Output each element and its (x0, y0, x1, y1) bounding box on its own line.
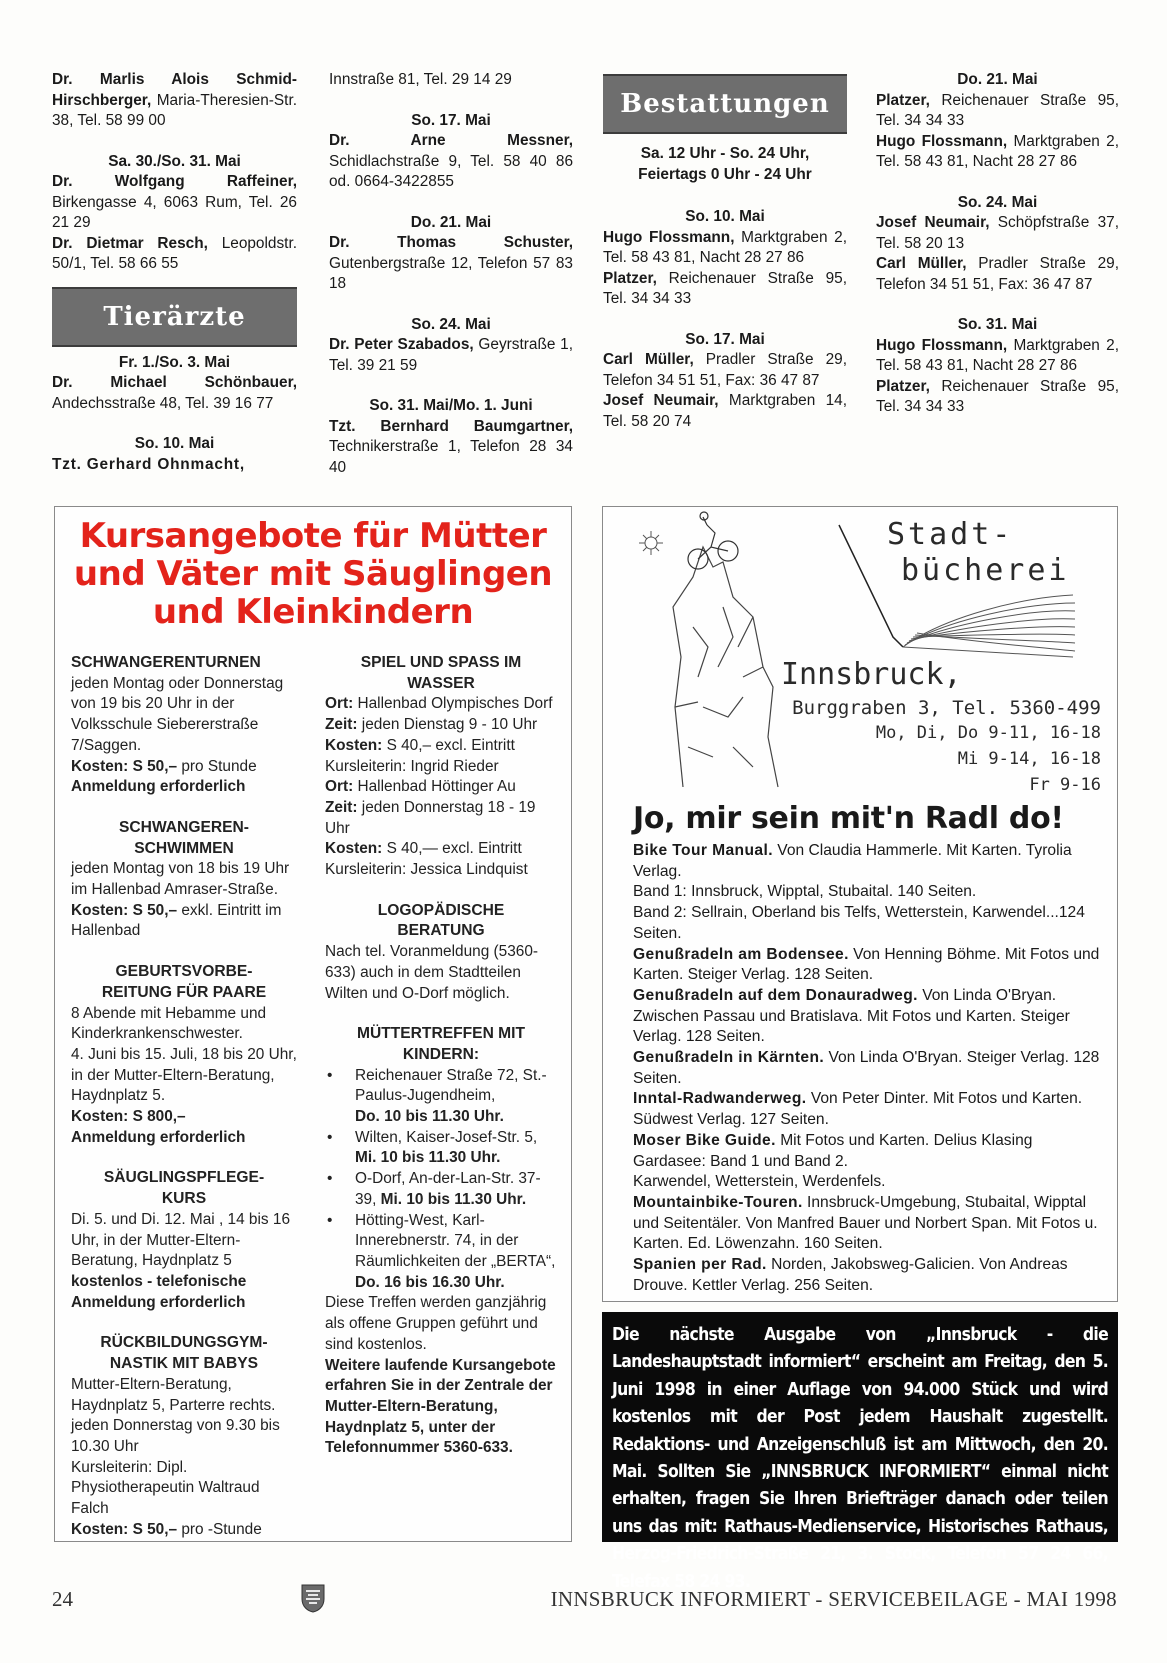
course-text: jeden Donnerstag von 9.30 bis 10.30 Uhr (71, 1417, 280, 1455)
course-text: 8 Abende mit Hebamme und Kinderkrankenschwester. (71, 1004, 267, 1043)
book-entry: Moser Bike Guide. Mit Fotos und Karten. Delius Klasing Gardasee: Band 1 und Band 2. (633, 1131, 1033, 1170)
funeral-entry: Hugo Flossmann, Marktgraben 2, Tel. 58 43 81, Nacht 28 27 86 (876, 132, 1119, 170)
library-hours: Mo, Di, Do 9-11, 16-18 (875, 723, 1101, 743)
next-issue-notice: Die nächste Ausgabe von „Innsbruck - die Landeshauptstadt informiert“ erscheint am Freitag, den 5. Juni 1998 in einer Auflage von 94.000 Stück und wird kostenlos mit der Post jedem Haushalt zugestellt. Redaktions- und Anzeigenschluß ist am Mittwoch, den 20. Mai. Sollten Sie „INNSBRUCK INFORMIERT“ einmal nicht erhalten, fragen Sie Ihren Briefträger danach oder teilen uns das mit: Rathaus-Medienservice, Historisches Rathaus, Herzog-Friedrich-Straße 21, 3. Stock, Telefon 57 24 66, Telefax 58 24 93. (602, 1312, 1118, 1542)
funeral-entry: Hugo Flossmann, Marktgraben 2, Tel. 58 43 81, Nacht 28 27 86 (876, 336, 1119, 374)
course-text: Di. 5. und Di. 12. Mai , 14 bis 16 Uhr, in der Mutter-Eltern-Beratung, Haydnplatz 5 (71, 1210, 291, 1270)
publication-title: INNSBRUCK INFORMIERT - SERVICEBEILAGE - MAI 1998 (550, 1587, 1117, 1611)
funeral-entry: Carl Müller, Pradler Straße 29, Telefon 34 51 51, Fax: 36 47 87 (603, 351, 847, 389)
date-heading: So. 17. Mai (411, 111, 491, 129)
vet-entry: Tzt. Gerhard Ohnmacht, (52, 455, 245, 473)
course-column-right (325, 653, 557, 1459)
course-text: jeden Montag von 18 bis 19 Uhr im Hallenbad Amraser-Straße. Kosten: S 50,– exkl. Eintritt im Hallenbad (71, 860, 290, 940)
date-heading: So. 24. Mai (411, 315, 491, 333)
book-entry: Genußradeln in Kärnten. Von Linda O'Bryan. Steiger Verlag. 128 Seiten. (633, 1049, 1100, 1087)
course-text: Mutter-Eltern-Beratung, Haydnplatz 5, Parterre rechts. (71, 1375, 276, 1414)
course-column-left (71, 653, 297, 1540)
sun-icon (639, 531, 663, 555)
course-text: Kursleiterin: Dipl. Physiotherapeutin Waltraud Falch (71, 1458, 260, 1518)
date-heading: So. 31. Mai (957, 316, 1038, 333)
course-cost: Kosten: S 40,– excl. Eintritt (325, 736, 515, 754)
vet-entry: Dr. Michael Schönbauer, Andechsstraße 48, Tel. 39 16 77 (52, 374, 297, 412)
course-cost: Kosten: S 40,— excl. Eintritt (325, 840, 522, 858)
doctor-entry: Dr. Dietmar Resch, Leopoldstr. 50/1, Tel. 58 66 55 (52, 234, 297, 272)
course-text: Kursleiterin: Jessica Lindquist (325, 861, 528, 879)
vet-entry: Tzt. Bernhard Baumgartner, Technikerstraße 1, Telefon 28 34 40 (329, 417, 573, 476)
library-name: Stadt- (887, 517, 1014, 552)
date-heading: Do. 21. Mai (957, 71, 1038, 88)
course-heading: SPIEL UND SPASS IM WASSER (360, 654, 522, 692)
book-volume: Band 2: Sellrain, Oberland bis Telfs, Wetterstein, Karwendel...124 Seiten. (633, 904, 1085, 942)
column-4 (876, 70, 1119, 418)
date-heading: So. 31. Mai/Mo. 1. Juni (369, 397, 533, 414)
course-text: Nach tel. Voranmeldung (5360-633) auch in dem Stadtteilen Wilten und O-Dorf möglich. (325, 943, 539, 1002)
funeral-entry: Carl Müller, Pradler Straße 29, Telefon 34 51 51, Fax: 36 47 87 (876, 255, 1119, 293)
vet-entry: Dr. Arne Messner, Schidlachstraße 9, Tel. 58 40 86 od. 0664-3422855 (329, 132, 573, 190)
course-offers-title: Kursangebote für Mütter und Väter mit Säuglingen und Kleinkindern (73, 516, 553, 632)
course-text: Diese Treffen werden ganzjährig als offene Gruppen geführt und sind kostenlos. (325, 1294, 547, 1353)
course-text: Kursleiterin: Ingrid Rieder (325, 757, 499, 775)
library-name: bücherei (901, 553, 1070, 588)
vet-entry: Dr. Thomas Schuster, Gutenbergstraße 12, Telefon 57 83 18 (329, 234, 573, 292)
funeral-entry: Platzer, Reichenauer Straße 95, Tel. 34 34 33 (876, 377, 1119, 415)
book-list (633, 841, 1101, 1296)
funeral-entry: Platzer, Reichenauer Straße 95, Tel. 34 34 33 (876, 91, 1119, 129)
library-hours: Fr 9-16 (1029, 775, 1101, 795)
column-2 (329, 70, 573, 478)
book-entry: Inntal-Radwanderweg. Von Peter Dinter. Mit Fotos und Karten. Südwest Verlag. 127 Seiten. (633, 1090, 1083, 1129)
book-entry: Genußradeln auf dem Donauradweg. Von Linda O'Bryan. Zwischen Passau und Bratislava. Mit Fotos und Karten. Steiger Verlag. 128 Seiten. (633, 986, 1070, 1046)
list-item: • Reichenauer Straße 72, St.-Paulus-Jugendheim, Do. 10 bis 11.30 Uhr. (355, 1066, 557, 1128)
course-text: 4. Juni bis 15. Juli, 18 bis 20 Uhr, in der Mutter-Eltern-Beratung, Haydnplatz 5. (71, 1045, 297, 1105)
course-registration: Anmeldung erforderlich (71, 778, 246, 796)
section-banner-tieraerzte: Tierärzte (52, 287, 297, 347)
book-entry: Genußradeln am Bodensee. Von Henning Böhme. Mit Fotos und Karten. Steiger Verlag. 128 Seiten. (633, 945, 1100, 984)
date-heading: Fr. 1./So. 3. Mai (118, 353, 231, 371)
course-offers-box (54, 506, 572, 1542)
page-footer (0, 1587, 1167, 1627)
doctor-entry: Dr. Wolfgang Raffeiner, Birkengasse 4, 6063 Rum, Tel. 26 21 29 (52, 173, 297, 231)
cyclist-icon (688, 512, 738, 569)
course-heading: SCHWANGERENTURNEN (71, 654, 261, 671)
hill-drawing (903, 595, 1075, 657)
course-text: jeden Montag oder Donnerstag von 19 bis 20 Uhr in der Volksschule Siebererstraße 7/Saggen. (71, 674, 284, 754)
book-entry: Spanien per Rad. Norden, Jakobsweg-Galicien. Von Andreas Drouve. Kettler Verlag. 256 Seiten. (633, 1256, 1068, 1294)
list-item: • O-Dorf, An-der-Lan-Str. 37-39, Mi. 10 bis 11.30 Uhr. (355, 1169, 557, 1210)
city-crest-icon (300, 1583, 326, 1613)
course-cost: Kosten: S 50,– pro Stunde (71, 757, 257, 775)
course-text: Zeit: jeden Donnerstag 18 - 19 Uhr (325, 798, 536, 837)
course-heading: SCHWANGEREN- SCHWIMMEN (119, 818, 249, 857)
doctor-entry: Dr. Marlis Alois Schmid-Hirschberger, Maria-Theresien-Str. 38, Tel. 58 99 00 (52, 71, 297, 129)
course-registration: kostenlos - telefonische Anmeldung erforderlich (71, 1272, 247, 1311)
date-heading: So. 10. Mai (134, 435, 215, 452)
course-cost: Kosten: S 50,– pro -Stunde (71, 1520, 262, 1538)
date-heading: So. 10. Mai (685, 208, 765, 225)
funeral-entry: Josef Neumair, Marktgraben 14, Tel. 58 20 74 (603, 392, 847, 430)
book-entry: Mountainbike-Touren. Innsbruck-Umgebung, Stubaital, Wipptal und Seitentäler. Von Manfred Bauer und Norbert Span. Mit Fotos u. Karten. Ed. Löwenzahn. 160 Seiten. (633, 1193, 1098, 1253)
course-heading: LOGOPÄDISCHE BERATUNG (377, 901, 505, 940)
meeting-list (325, 1066, 557, 1294)
rock-spire-drawing (673, 547, 778, 787)
course-info: Weitere laufende Kursangebote erfahren Sie in der Zentrale der Mutter-Eltern-Beratung, Haydnplatz 5, unter der Telefonnummer 5360-633. (325, 1356, 556, 1457)
course-registration: Anmeldung erforderlich (71, 1128, 246, 1146)
date-heading: Do. 21. Mai (410, 213, 492, 231)
course-heading: SÄUGLINGSPFLEGE- KURS (103, 1169, 265, 1208)
column-3 (603, 74, 847, 432)
book-volume: Band 1: Innsbruck, Wipptal, Stubaital. 140 Seiten. (633, 883, 977, 901)
course-text: Zeit: jeden Dienstag 9 - 10 Uhr (325, 716, 538, 734)
vet-entry-continued: Innstraße 81, Tel. 29 14 29 (329, 71, 512, 88)
list-item: • Wilten, Kaiser-Josef-Str. 5, Mi. 10 bis 11.30 Uhr. (355, 1128, 557, 1169)
course-text: Ort: Hallenbad Höttinger Au (325, 778, 516, 796)
date-heading: So. 17. Mai (685, 330, 765, 348)
library-address: Burggraben 3, Tel. 5360-499 (792, 697, 1101, 719)
column-1 (52, 70, 297, 475)
library-hours: Mi 9-14, 16-18 (957, 749, 1101, 769)
course-heading: RÜCKBILDUNGSGYM- NASTIK MIT BABYS (100, 1334, 268, 1373)
course-heading: MÜTTERTREFFEN MIT KINDERN: (356, 1025, 526, 1063)
library-box (602, 506, 1118, 1302)
book-entry: Bike Tour Manual. Von Claudia Hammerle. Mit Karten. Tyrolia Verlag. (633, 842, 1072, 880)
page-number: 24 (52, 1587, 73, 1611)
course-cost: Kosten: S 800,– (71, 1108, 186, 1126)
date-heading: So. 24. Mai (957, 193, 1038, 211)
course-heading: GEBURTSVORBE- REITUNG FÜR PAARE (101, 963, 267, 1001)
funeral-entry: Platzer, Reichenauer Straße 95, Tel. 34 34 33 (603, 269, 847, 307)
date-heading: Sa. 30./So. 31. Mai (108, 152, 241, 170)
section-banner-bestattungen: Bestattungen (603, 74, 847, 134)
opening-hours: Sa. 12 Uhr - So. 24 Uhr, (640, 145, 810, 162)
opening-hours: Feiertags 0 Uhr - 24 Uhr (638, 165, 812, 183)
vet-entry: Dr. Peter Szabados, Geyrstraße 1, Tel. 39 21 59 (329, 336, 573, 374)
funeral-entry: Hugo Flossmann, Marktgraben 2, Tel. 58 43 81, Nacht 28 27 86 (603, 228, 847, 266)
book-list-title: Jo, mir sein mit'n Radl do! (633, 801, 1064, 836)
course-text: Ort: Hallenbad Olympisches Dorf (325, 695, 553, 713)
funeral-entry: Josef Neumair, Schöpfstraße 37, Tel. 58 20 13 (876, 214, 1119, 252)
list-item: • Hötting-West, Karl-Innerebnerstr. 74, in der Räumlichkeiten der „BERTA“, Do. 16 bis 16.30 Uhr. (355, 1211, 557, 1294)
book-volume: Karwendel, Wetterstein, Werdenfels. (633, 1173, 886, 1191)
library-city: Innsbruck, (781, 657, 962, 692)
